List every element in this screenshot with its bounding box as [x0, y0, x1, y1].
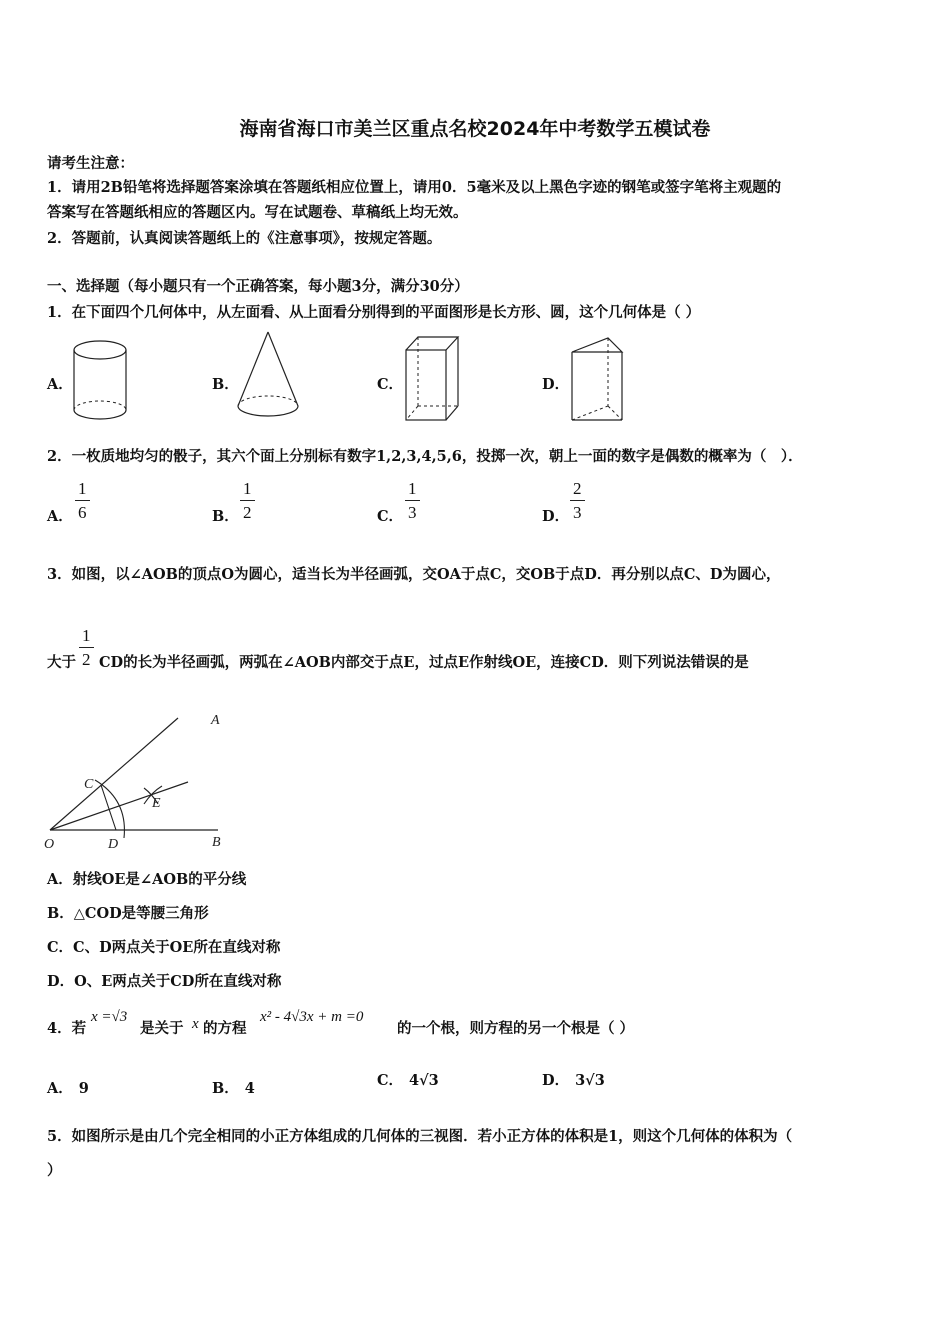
notice-1-line2: 答案写在答题纸相应的答题区内。写在试题卷、草稿纸上均无效。: [47, 204, 468, 221]
page-title: 海南省海口市美兰区重点名校2024年中考数学五模试卷: [239, 118, 711, 140]
q1-stem: 1．在下面四个几何体中，从左面看、从上面看分别得到的平面图形是长方形、圆，这个几何体是（ ）: [47, 304, 701, 321]
angle-bisector-figure: [40, 706, 240, 856]
q2-option-c-label: C．: [377, 508, 404, 525]
q2-option-a-fraction: 1 6: [75, 480, 90, 521]
q2-option-c-fraction: 1 3: [405, 480, 420, 521]
q4-mid: 是关于: [140, 1020, 184, 1037]
q4-option-d: D． 3√3: [542, 1072, 605, 1089]
q2-stem: 2．一枚质地均匀的骰子，其六个面上分别标有数字1,2,3,4,5,6，投掷一次，朝上一面的数字是偶数的概率为（ ）．: [47, 448, 803, 465]
fig-label-a: A: [211, 713, 220, 728]
q4-option-b: B． 4: [212, 1080, 255, 1097]
q3-option-a: A．射线OE是∠AOB的平分线: [47, 871, 247, 888]
q4-mid2: 的方程: [203, 1020, 247, 1037]
q1-option-b-label: B．: [212, 376, 239, 393]
cone-figure: [234, 330, 304, 422]
q2-option-b-fraction: 1 2: [240, 480, 255, 521]
q1-option-d-label: D．: [542, 376, 570, 393]
notice-1-line1: 1．请用2B铅笔将选择题答案涂填在答题纸相应位置上，请用0．5毫米及以上黑色字迹的钢笔或签字笔将主观题的: [47, 179, 782, 196]
q3-stem-line1: 3．如图，以∠AOB的顶点O为圆心，适当长为半径画弧，交OA于点C，交OB于点D．再分别以点C、D为圆心，: [47, 566, 781, 583]
q5-stem-line2: ）: [47, 1162, 62, 1179]
fig-label-e: E: [152, 796, 161, 811]
section-heading: 一、选择题（每小题只有一个正确答案，每小题3分，满分30分）: [47, 278, 469, 295]
q5-stem-line1: 5．如图所示是由几个完全相同的小正方体组成的几何体的三视图．若小正方体的体积是1，则这个几何体的体积为（: [47, 1128, 793, 1145]
q3-option-b: B．△COD是等腰三角形: [47, 905, 209, 922]
fig-label-b: B: [212, 835, 221, 850]
notice-2: 2．答题前，认真阅读答题纸上的《注意事项》，按规定答题。: [47, 230, 442, 247]
cylinder-figure: [70, 338, 132, 422]
q3-option-d: D．O、E两点关于CD所在直线对称: [47, 973, 282, 990]
notice-heading: 请考生注意：: [47, 155, 134, 172]
q1-option-a-label: A．: [47, 376, 73, 393]
cuboid-figure: [403, 334, 463, 424]
q3-option-c: C．C、D两点关于OE所在直线对称: [47, 939, 281, 956]
q4-option-a: A． 9: [47, 1080, 89, 1097]
q2-option-d-label: D．: [542, 508, 570, 525]
q3-half-fraction: 1 2: [79, 627, 94, 668]
fig-label-c: C: [84, 777, 94, 792]
triangular-prism-figure: [568, 334, 628, 424]
q4-equation-root: x =√3: [91, 1009, 128, 1025]
q4-prefix: 4．若: [47, 1020, 87, 1037]
q2-option-a-label: A．: [47, 508, 73, 525]
q2-option-b-label: B．: [212, 508, 239, 525]
q4-variable: x: [192, 1016, 199, 1032]
fig-label-o: O: [44, 837, 55, 852]
fig-label-d: D: [108, 837, 119, 852]
q4-suffix: 的一个根，则方程的另一个根是（ ）: [397, 1020, 635, 1037]
q3-stem-line2: CD的长为半径画弧，两弧在∠AOB内部交于点E，过点E作射线OE，连接CD．则下列说法错误的是: [99, 654, 749, 671]
q4-option-c: C． 4√3: [377, 1072, 439, 1089]
q1-option-c-label: C．: [377, 376, 404, 393]
q3-stem-prefix: 大于: [47, 654, 76, 671]
q2-option-d-fraction: 2 3: [570, 480, 585, 521]
q4-equation: x² - 4√3x + m =0: [260, 1009, 364, 1025]
